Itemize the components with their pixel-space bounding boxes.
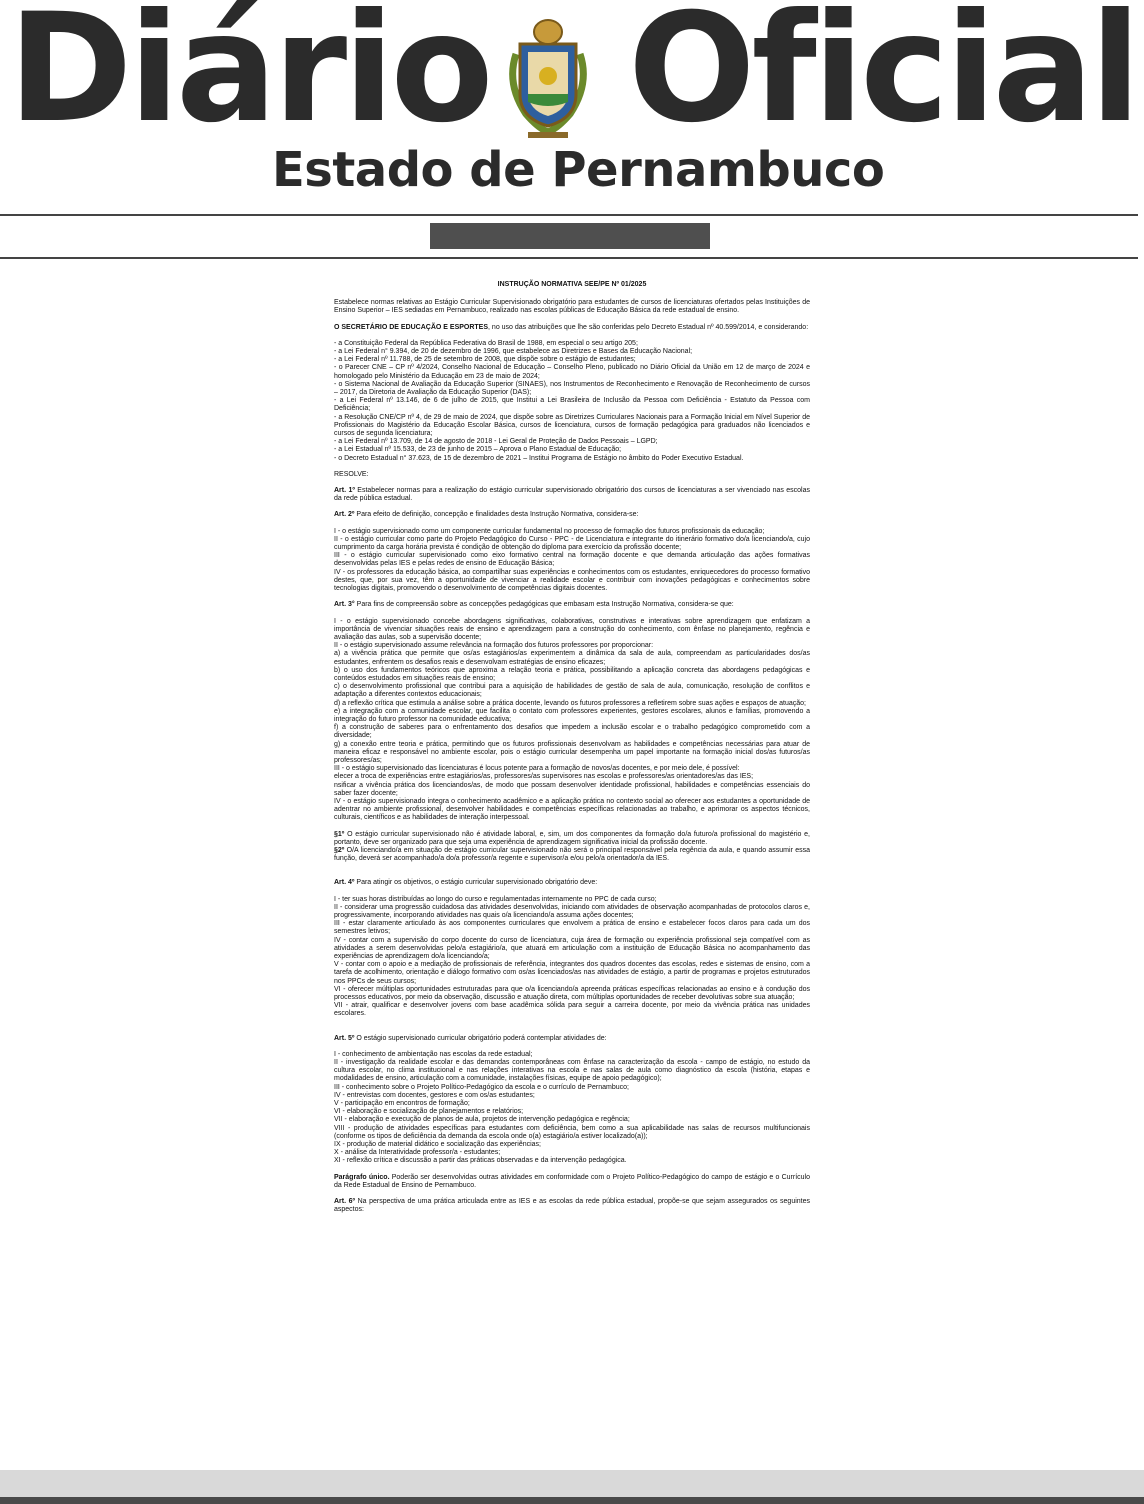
article-4-text: Para atingir os objetivos, o estágio curricular supervisionado obrigatório deve: [354,879,598,887]
paragraph-2 [334,847,810,863]
list-item: X - análise da Interatividade professor/a - estudantes; [334,1149,501,1157]
masthead-subtitle: Estado de Pernambuco [272,142,885,198]
considerando-item: - o Parecer CNE – CP nº 4/2024, Conselho Nacional de Educação – Conselho Pleno, publicado no Diário Oficial da União em 12 de março de 2024 e homologado pelo Ministério da Educação em 23 de maio de 2024; [334,364,810,380]
header-rule-top [0,214,1138,216]
paragraph-2-label: §2º [334,846,345,854]
list-item: III - estar claramente articulado às aos componentes curriculares que envolvem a prática de ensino e estabelecer focos claros para cada um dos semestres letivos; [334,920,810,936]
paragraph-1-label: §1º [334,830,345,838]
list-item: VII - elaboração e execução de planos de aula, projetos de intervenção pedagógica e regência; [334,1116,630,1124]
list-item: IV - entrevistas com docentes, gestores e com os/as estudantes; [334,1091,535,1099]
list-item: I - o estágio supervisionado concebe abordagens significativas, colaborativas, construtivas e interativas sobre aprendizagem que enfatizam a importância de vivenciar situações reais de ensino e aprendizagem para a construção do conhecimento, com ênfase no planejamento, regência e avaliação das aulas, sob a supervisão docente; [334,617,810,641]
article-3-text: Para fins de compreensão sobre as concepções pedagógicas que embasam esta Instrução Normativa, considera-se que: [354,601,734,609]
preamble-authority: O SECRETÁRIO DE EDUCAÇÃO E ESPORTES [334,323,489,331]
article-4 [334,879,810,887]
list-item: XI - reflexão crítica e discussão a partir das práticas observadas e da intervenção pedagógica. [334,1157,627,1165]
list-item: V - contar com o apoio e a mediação de profissionais de referência, integrantes dos quadros docentes das escolas, redes e sistemas de ensino, com a tarefa de acolhimento, orientação e diálogo formativo com os/as licenciados/as nas atividades de estágio, a partir de programas e projetos estruturados nos PPCs de seus cursos; [334,961,810,985]
list-item: III - conhecimento sobre o Projeto Político-Pedagógico da escola e o currículo de Pernambuco; [334,1083,629,1091]
article-3-items [334,618,810,823]
article-2-label: Art. 2º [334,511,355,519]
list-item: d) a reflexão crítica que estimula a análise sobre a prática docente, levando os futuros professores a refletirem sobre suas ações e espaços de atuação; [334,699,806,707]
paragraph-1-text: O estágio curricular supervisionado não é atividade laboral, e, sim, um dos componentes da formação do/a futuro/a profissional do magistério e, portanto, deve ser organizado para que seja uma experiência de aprendizagem significativa inicial da profissão docente. [334,830,810,846]
considerando-item: - a Constituição Federal da República Federativa do Brasil de 1988, em especial o seu artigo 205; [334,339,638,347]
article-6-label: Art. 6º [334,1198,356,1206]
list-item: IV - o estágio supervisionado integra o conhecimento acadêmico e a aplicação prática no contexto social ao oferecer aos estudantes a oportunidade de adentrar no ambiente profissional, desenvolver habilidades e competências específicas relacionadas ao trabalho, e aprimorar os aspectos técnicos, culturais, científicos e as habilidades de interação interpessoal. [334,797,810,822]
article-3-label: Art. 3° [334,601,355,609]
list-item: III - o estágio supervisionado das licenciaturas é locus potente para a formação de novos/as docentes, e por meio dele, é possível: [334,765,740,773]
considerando-item: - o Decreto Estadual n° 37.623, de 15 de dezembro de 2021 – Institui Programa de Estágio no âmbito do Poder Executivo Estadual. [334,454,744,462]
list-item: VII - atrair, qualificar e desenvolver jovens com base acadêmica sólida para seguir a carreira docente, por meio da vivência prática nas unidades escolares. [334,1002,810,1018]
list-item: f) a construção de saberes para o enfrentamento dos desafios que impedem a inclusão escolar e o trabalho pedagógico comprometido com a diversidade; [334,724,810,740]
ementa: Estabelece normas relativas ao Estágio Curricular Supervisionado obrigatório para estudantes de cursos de licenciaturas ofertados pelas Instituições de Ensino Superior – IES sediadas em Pernambuco, realizado nas escolas públicas de Educação Básica da rede estadual de ensino. [334,299,810,315]
article-5-text: O estágio supervisionado curricular obrigatório poderá contemplar atividades de: [354,1034,607,1042]
article-2 [334,511,810,519]
considerando-item: - a Lei Federal n° 9.394, de 20 de dezembro de 1996, que estabelece as Diretrizes e Bases da Educação Nacional; [334,348,693,356]
considerandos-list [334,340,810,463]
pernambuco-coat-of-arms-icon [498,14,598,138]
document-body [334,281,810,1215]
list-item: V - participação em encontros de formação; [334,1100,470,1108]
list-item: g) a conexão entre teoria e prática, permitindo que os futuros profissionais desenvolvam as habilidades e competências necessárias para atuar de maneira eficaz e responsável no ambiente escolar, pois o estágio curricular desempenha um papel importante na formação inicial dos/as futuros/as professores/as; [334,740,810,764]
article-5-label: Art. 5º [334,1034,355,1042]
article-4-items [334,896,810,1019]
list-item: VIII - produção de atividades específicas para estudantes com deficiência, bem como a sua aplicabilidade nas salas de recursos multifuncionais (conforme os tipos de deficiência da demanda da escola onde o(a) estagiário/a estiver localizado(a)); [334,1124,810,1140]
article-1-label: Art. 1º [334,487,355,495]
masthead [0,0,1144,214]
article-3 [334,601,810,609]
paragraph-1 [334,831,810,847]
list-item: b) o uso dos fundamentos teóricos que aproxima a relação teoria e prática, possibilitando a aplicação concreta das abordagens pedagógicas e conteúdos estudados em situações reais de ensino; [334,666,810,682]
document-title: INSTRUÇÃO NORMATIVA SEE/PE Nº 01/2025 [497,281,647,288]
preamble [334,324,810,332]
list-item: VI - elaboração e socialização de planejamentos e relatórios; [334,1108,524,1116]
list-item: I - o estágio supervisionado como um componente curricular fundamental no processo de formação dos futuros profissionais da educação; [334,527,765,535]
paragrafo-unico-label: Parágrafo único. [334,1173,390,1181]
article-6-text: Na perspectiva de uma prática articulada entre as IES e as escolas da rede pública estadual, propõe-se que sejam assegurados os seguintes aspectos: [334,1198,810,1214]
list-item: IV - contar com a supervisão do corpo docente do curso de licenciatura, cuja área de formação ou experiência profissional seja compatível com as atividades a serem desenvolvidas pelo/a estagiário/a, que atuará em articulação com a instituição de Educação Básica no acompanhamento das experiências de aprendizagem do/a licenciando/a; [334,936,810,961]
list-item: elecer a troca de experiências entre estagiários/as, professores/as supervisores nas escolas e professores/as orientadores/as das IES; [334,773,754,781]
list-item: I - conhecimento de ambientação nas escolas da rede estadual; [334,1050,533,1058]
list-item: e) a integração com a comunidade escolar, que facilita o contato com professores experientes, gestores escolares, alunos e famílias, promovendo a integração do futuro professor na comunidade educativa; [334,707,810,723]
paragrafo-unico-text: Poderão ser desenvolvidas outras atividades em conformidade com o Projeto Político-Pedagógico do campo de estágio e o Currículo da Rede Estadual de Ensino de Pernambuco. [334,1173,810,1189]
redacted-date-bar [430,223,710,249]
paragrafo-unico [334,1174,810,1190]
article-6 [334,1198,810,1214]
considerando-item: - a Lei Federal nº 13.146, de 6 de julho de 2015, que Institui a Lei Brasileira de Inclusão da Pessoa com Deficiência - Estatuto da Pessoa com Deficiência; [334,397,810,413]
considerando-item: - a Lei Estadual nº 15.533, de 23 de junho de 2015 – Aprova o Plano Estadual de Educação; [334,446,622,454]
list-item: I - ter suas horas distribuídas ao longo do curso e regulamentadas internamente no PPC de cada curso; [334,895,657,903]
masthead-title-left: Diário [8,0,490,156]
list-item: c) o desenvolvimento profissional que contribui para a aquisição de habilidades de gestão de sala de aula, comunicação, resolução de conflitos e adaptação a diferentes contextos educacionais; [334,683,810,699]
masthead-title-right: Oficial [628,0,1138,156]
considerando-item: - a Resolução CNE/CP nº 4, de 29 de maio de 2024, que dispõe sobre as Diretrizes Curriculares Nacionais para a Formação Inicial em Nível Superior de Profissionais do Magistério da Educação Escolar Básica, cursos de licenciatura, cursos de formação pedagógica para graduados não licenciados e cursos de segunda licenciatura; [334,413,810,438]
list-item: III - o estágio curricular supervisionado como eixo formativo central na formação docente e que demanda articulação das ações formativas desenvolvidas pelas IES e pelas redes de ensino de Educação Básica; [334,552,810,568]
list-item: II - considerar uma progressão cuidadosa das atividades desenvolvidas, iniciando com atividades de observação acompanhadas de protocolos claros e, progressivamente, incorporando atividades nas quais o/a licenciando/a assuma ações docentes; [334,903,810,919]
list-item: II - investigação da realidade escolar e das demandas contemporâneas com ênfase na caracterização da escola - campo de estágio, no estudo da cultura escolar, no clima institucional e nas relações interativas na escola e nas salas de aula como diagnóstico da escola (história, etapas e modalidades de ensino, articulação com a comunidade, instalações físicas, equipe de apoio pedagógico); [334,1059,810,1083]
preamble-text: , no uso das atribuições que lhe são conferidas pelo Decreto Estadual nº 40.599/2014, e considerando: [488,323,809,331]
article-4-label: Art. 4º [334,879,355,887]
considerando-item: - a Lei Federal nº 11.788, de 25 de setembro de 2008, que dispõe sobre o estágio de estudantes; [334,356,636,364]
header-rule-bottom [0,257,1138,259]
list-item: a) a vivência prática que permite que os/as estagiários/as experimentem a dinâmica da sala de aula, compreendam as particularidades dos/as estudantes, enfrentem os desafios reais e desenvolvam estratégias de ensino eficazes; [334,650,810,666]
article-5 [334,1035,810,1043]
list-item: IV - os professores da educação básica, ao compartilhar suas experiências e conhecimentos com os estudantes, enriquecedores do processo formativo destes, que, por sua vez, têm a oportunidade de vivenciar a realidade escolar e contribuir com inovações pedagógicas e conhecimentos sobre tecnologias digitais, promovendo o desenvolvimento de competências digitais docentes. [334,568,810,593]
page-footer-rule [0,1497,1144,1504]
list-item: VI - oferecer múltiplas oportunidades estruturadas para que o/a licenciando/a apreenda práticas específicas relacionadas ao ensino e à condução dos processos educativos, por meio da observação, discussão e atuação direta, com múltiplas oportunidades de receber devolutivas sobre sua atuação; [334,985,810,1002]
article-1-text: Estabelecer normas para a realização do estágio curricular supervisionado obrigatório dos cursos de licenciaturas a ser vivenciado nas escolas da rede pública estadual. [334,487,811,503]
list-item: IX - produção de material didático e socialização das experiências; [334,1141,542,1149]
list-item: nsificar a vivência prática dos licenciandos/as, de modo que possam desenvolver identidade profissional, habilidades e competências essenciais do saber fazer docente; [334,781,810,797]
article-2-text: Para efeito de definição, concepção e finalidades desta Instrução Normativa, considera-se: [354,511,639,519]
resolve-heading: RESOLVE: [334,470,369,478]
considerando-item: - o Sistema Nacional de Avaliação da Educação Superior (SINAES), nos Instrumentos de Reconhecimento e Renovação de Reconhecimento de cursos – 2017, da Diretoria de Avaliação da Educação Superior (DAS); [334,380,810,397]
list-item: II - o estágio supervisionado assume relevância na formação dos futuros professores por proporcionar: [334,642,654,650]
article-1 [334,487,810,503]
article-5-items [334,1051,810,1166]
considerando-item: - a Lei Federal nº 13.709, de 14 de agosto de 2018 - Lei Geral de Proteção de Dados Pessoais – LGPD; [334,438,658,446]
paragraph-2-text: O/A licenciando/a em situação de estágio curricular supervisionado não será o principal responsável pela regência da aula, e quando assumir essa função, deverá ser acompanhado/a do/a professor/a regente e supervisor/a e/ou pelo/a orientador/a da IES. [334,846,810,863]
article-2-items [334,528,810,594]
list-item: II - o estágio curricular como parte do Projeto Pedagógico do Curso - PPC - de Licenciatura e integrante do itinerário formativo do/a licenciando/a, cujo cumprimento da carga horária prevista é condição de obtenção do diploma para exercício da profissão docente; [334,535,810,552]
